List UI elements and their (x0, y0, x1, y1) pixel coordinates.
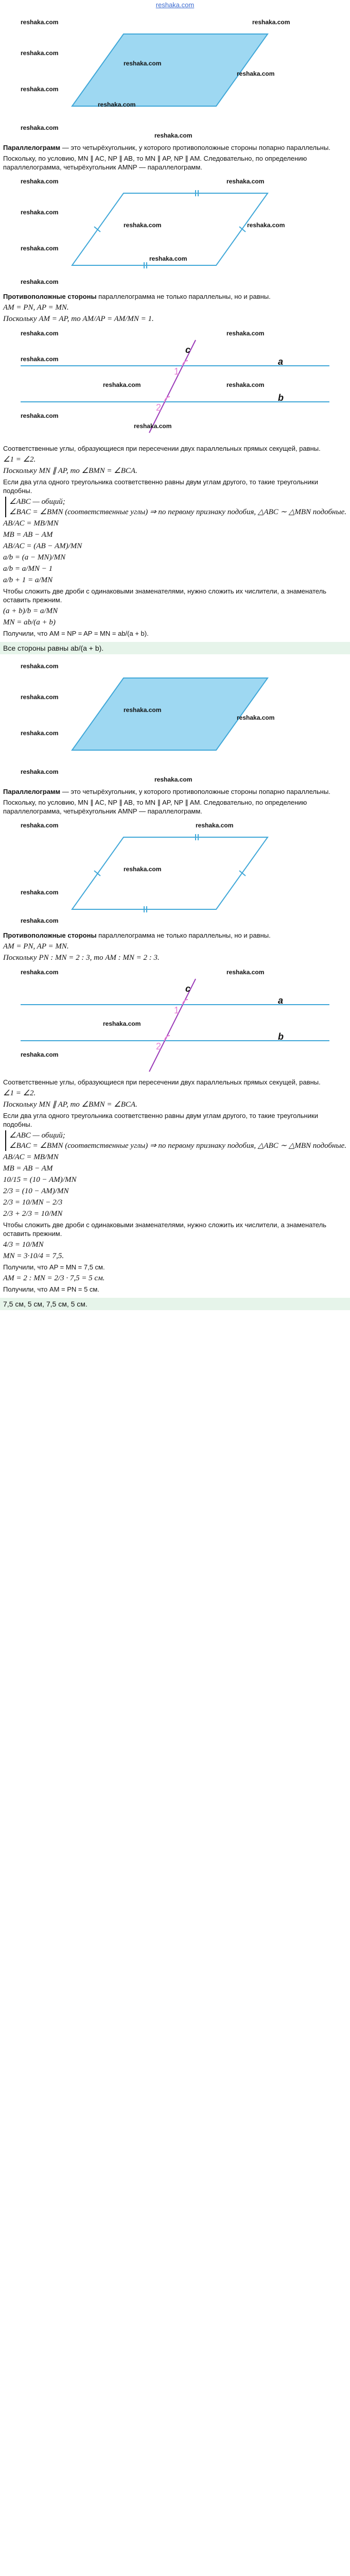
watermark: reshaka.com (226, 178, 265, 185)
watermark: reshaka.com (103, 381, 141, 388)
watermark: reshaka.com (124, 222, 162, 229)
similarity-text: Если два угла одного треугольника соответственно равны двум углам другого, то такие треугольники подобны. (3, 478, 318, 495)
watermark: reshaka.com (149, 255, 187, 262)
watermark: reshaka.com (154, 776, 192, 783)
equation: a/b + 1 = a/MN (3, 576, 53, 584)
watermark: reshaka.com (21, 1051, 59, 1058)
watermark: reshaka.com (21, 969, 59, 976)
watermark: reshaka.com (21, 768, 59, 775)
system-result: ⇒ по первому признаку подобия, △ABC ∼ △MBN подобные. (150, 1142, 347, 1150)
addition-rule: Чтобы сложить две дроби с одинаковыми знаменателями, нужно сложить их числители, а знаменатель оставить прежним. (3, 587, 327, 604)
equation: (a + b)/b = a/MN (3, 607, 58, 615)
equation: AB/AC = MB/MN (3, 1153, 59, 1161)
label-c: c (185, 345, 191, 355)
system-line: ∠ABC — общий; (9, 498, 65, 506)
label-1: 1 (174, 1005, 180, 1015)
watermark: reshaka.com (98, 101, 136, 108)
addition-rule: Чтобы сложить две дроби с одинаковыми знаменателями, нужно сложить их числители, а знаменатель оставить прежним. (3, 1221, 327, 1238)
label-a: a (278, 995, 284, 1006)
label-b: b (278, 393, 284, 403)
label-2: 2 (156, 1041, 162, 1052)
opposite-sides-text (0, 930, 350, 941)
watermark: reshaka.com (21, 730, 59, 737)
parallelogram-figure (0, 657, 350, 786)
watermark: reshaka.com (21, 86, 59, 93)
term: Параллелограмм (3, 144, 61, 151)
figure-parallel-lines (0, 325, 350, 443)
definition-rest: — это четырёхугольник, у которого противоположные стороны попарно параллельны. (60, 788, 330, 795)
equation: 2/3 + 2/3 = 10/MN (3, 1210, 63, 1218)
figure-parallelogram-2 (0, 657, 350, 786)
watermark: reshaka.com (252, 19, 290, 26)
equation: 2/3 = 10/MN − 2/3 (3, 1198, 63, 1207)
watermark: reshaka.com (124, 866, 162, 873)
equation: 10/15 = (10 − AM)/MN (3, 1176, 77, 1184)
answer-box: Все стороны равны ab/(a + b). (0, 642, 350, 654)
solution-page (0, 13, 350, 1313)
definition-text (0, 142, 350, 153)
figure-marked-parallelogram (0, 173, 350, 291)
watermark: reshaka.com (226, 330, 265, 337)
label-a: a (278, 357, 284, 367)
label-b: b (278, 1031, 284, 1042)
result-text: Получили, что AM = PN = 5 см. (3, 1285, 99, 1293)
watermark: reshaka.com (21, 330, 59, 337)
system-result: ⇒ по первому признаку подобия, △ABC ∼ △MBN подобные. (150, 508, 347, 516)
watermark: reshaka.com (21, 822, 59, 829)
watermark: reshaka.com (21, 412, 59, 419)
watermark: reshaka.com (247, 222, 285, 229)
parallelogram-figure (0, 13, 350, 142)
equation: MN = 3·10/4 = 7,5. (3, 1252, 64, 1260)
system (0, 1130, 350, 1151)
watermark: reshaka.com (21, 278, 59, 285)
equation: a/b = (a − MN)/MN (3, 553, 66, 562)
watermark: reshaka.com (226, 381, 265, 388)
watermark: reshaka.com (124, 706, 162, 714)
watermark: reshaka.com (21, 245, 59, 252)
equation: 4/3 = 10/MN (3, 1241, 44, 1249)
watermark: reshaka.com (21, 889, 59, 896)
equation: AB/AC = MB/MN (3, 519, 59, 528)
definition-rest: — это четырёхугольник, у которого противоположные стороны попарно параллельны. (60, 144, 330, 151)
watermark: reshaka.com (103, 1020, 141, 1027)
system-brace (5, 497, 148, 517)
system (0, 496, 350, 518)
parallel-lines-figure (0, 325, 350, 443)
condition-text: Поскольку, по условию, MN ∥ AC, NP ∥ AB, то MN ∥ AP, NP ∥ AM. Следовательно, по определению параллелограмма, четырёхугольник AMNP — параллелограмм. (3, 155, 307, 171)
equation: ∠1 = ∠2. (3, 1089, 36, 1097)
watermark: reshaka.com (237, 714, 275, 721)
parallel-lines-figure (0, 963, 350, 1077)
definition-text (0, 786, 350, 797)
equation: Поскольку AM = AP, то AM/AP = AM/MN = 1. (3, 315, 154, 323)
watermark: reshaka.com (21, 209, 59, 216)
angles-text: Соответственные углы, образующиеся при пересечении двух параллельных прямых секущей, равны. (3, 445, 321, 452)
opposite-sides-rest: параллелограмма не только параллельны, но и равны. (96, 293, 271, 300)
equation: MB = AB − AM (3, 1164, 53, 1173)
equation: a/b = a/MN − 1 (3, 565, 53, 573)
opposite-sides-rest: параллелограмма не только параллельны, но и равны. (96, 931, 271, 939)
figure-parallel-lines-2 (0, 963, 350, 1077)
equation: AM = 2 : MN = 2/3 · 7,5 = 5 см. (3, 1274, 105, 1282)
system-brace (5, 1130, 148, 1151)
watermark: reshaka.com (21, 663, 59, 670)
equation: MB = AB − AM (3, 531, 53, 539)
system-line: ∠ABC — общий; (9, 1131, 65, 1140)
watermark: reshaka.com (21, 19, 59, 26)
equation: Поскольку PN : MN = 2 : 3, то AM : MN = 2 : 3. (3, 954, 160, 962)
watermark: reshaka.com (21, 693, 59, 701)
equation: ∠1 = ∠2. (3, 455, 36, 464)
system-line: ∠BAC = ∠BMN (соответственные углы) (9, 508, 148, 516)
watermark: reshaka.com (21, 917, 59, 924)
watermark: reshaka.com (134, 422, 172, 430)
similarity-text: Если два угла одного треугольника соответственно равны двум углам другого, то такие треугольники подобны. (3, 1112, 318, 1128)
equation: Поскольку MN ∥ AP, то ∠BMN = ∠BCA. (3, 467, 137, 475)
label-c: c (185, 984, 191, 994)
equation: AM = PN, AP = MN. (3, 303, 69, 312)
equation: 2/3 = (10 − AM)/MN (3, 1187, 69, 1195)
result-text: Получили, что AM = NP = AP = MN = ab/(a + b). (3, 630, 149, 637)
watermark: reshaka.com (226, 969, 265, 976)
term: Противоположные стороны (3, 293, 97, 300)
equation: AM = PN, AP = MN. (3, 942, 69, 951)
system-line: ∠BAC = ∠BMN (соответственные углы) (9, 1142, 148, 1150)
label-2: 2 (156, 402, 162, 413)
watermark: reshaka.com (124, 60, 162, 67)
figure-parallelogram (0, 13, 350, 142)
answer-box: 7,5 см, 5 см, 7,5 см, 5 см. (0, 1298, 350, 1310)
equation: MN = ab/(a + b) (3, 618, 56, 626)
watermark: reshaka.com (21, 49, 59, 57)
angles-text: Соответственные углы, образующиеся при пересечении двух параллельных прямых секущей, равны. (3, 1078, 321, 1086)
equation: AB/AC = (AB − AM)/MN (3, 542, 82, 550)
watermark: reshaka.com (154, 132, 192, 139)
watermark: reshaka.com (21, 124, 59, 131)
opposite-sides-text (0, 291, 350, 302)
result-text: Получили, что AP = MN = 7,5 см. (3, 1263, 105, 1271)
figure-marked-parallelogram-2 (0, 817, 350, 930)
site-link[interactable]: reshaka.com (155, 1, 195, 9)
marked-parallelogram (0, 817, 350, 930)
equation: Поскольку MN ∥ AP, то ∠BMN = ∠BCA. (3, 1100, 137, 1109)
term: Параллелограмм (3, 788, 61, 795)
watermark: reshaka.com (237, 70, 275, 77)
term: Противоположные стороны (3, 931, 97, 939)
watermark: reshaka.com (21, 355, 59, 363)
condition-text: Поскольку, по условию, MN ∥ AC, NP ∥ AB, то MN ∥ AP, NP ∥ AM. Следовательно, по определению параллелограмма, четырёхугольник AMNP — параллелограмм. (3, 799, 307, 815)
watermark: reshaka.com (196, 822, 234, 829)
label-1: 1 (174, 366, 180, 377)
marked-parallelogram (0, 173, 350, 291)
watermark: reshaka.com (21, 178, 59, 185)
